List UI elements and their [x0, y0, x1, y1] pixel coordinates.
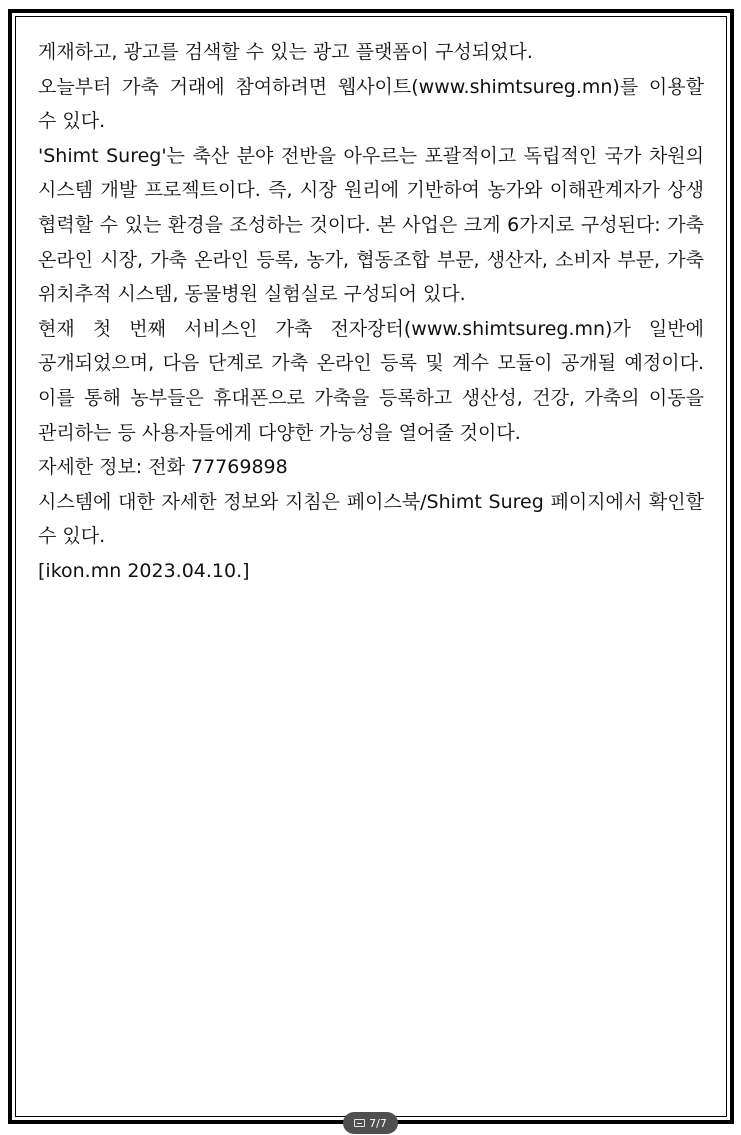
page-indicator[interactable] — [343, 1112, 398, 1134]
paragraph-2: 오늘부터 가축 거래에 참여하려면 웹사이트(www.shimtsureg.mn)를 이용할 수 있다. — [38, 75, 704, 133]
page-icon — [354, 1119, 365, 1127]
document-body — [38, 35, 704, 589]
paragraph-6: 시스템에 대한 자세한 정보와 지침은 페이스북/Shimt Sureg 페이지에서 확인할 수 있다. — [38, 490, 704, 548]
paragraph-4: 현재 첫 번째 서비스인 가축 전자장터(www.shimtsureg.mn)가 일반에 공개되었으며, 다음 단계로 가축 온라인 등록 및 계수 모듈이 공개될 예정이다. 이를 통해 농부들은 휴대폰으로 가축을 등록하고 생산성, 건강, 가축의 이동을 관리하는 등 사용자들에게 다양한 가능성을 열어줄 것이다. — [38, 317, 704, 444]
source-citation: [ikon.mn 2023.04.10.] — [38, 559, 250, 582]
paragraph-5: 자세한 정보: 전화 77769898 — [38, 456, 288, 479]
paragraph-1: 게재하고, 광고를 검색할 수 있는 광고 플랫폼이 구성되었다. — [38, 41, 533, 63]
paragraph-3: 'Shimt Sureg'는 축산 분야 전반을 아우르는 포괄적이고 독립적인 국가 차원의 시스템 개발 프로젝트이다. 즉, 시장 원리에 기반하여 농가와 이해관계자가 상생 협력할 수 있는 환경을 조성하는 것이다. 본 사업은 크게 6가지로 구성된다: 가축 온라인 시장, 가축 온라인 등록, 농가, 협동조합 부문, 생산자, 소비자 부문, 가축 위치추적 시스템, 동물병원 실험실로 구성되어 있다. — [38, 144, 704, 306]
page-number: 7/7 — [369, 1116, 387, 1130]
